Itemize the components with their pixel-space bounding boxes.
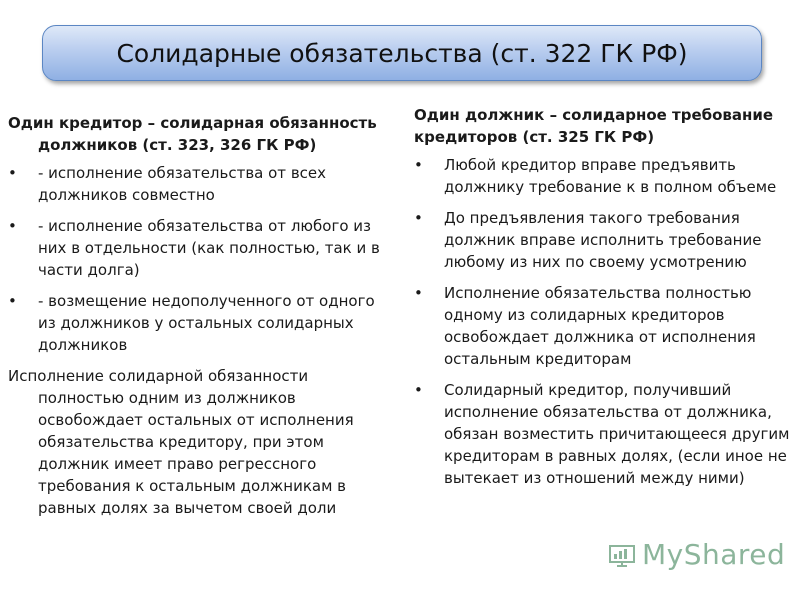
bullet-icon: • [414,209,423,227]
list-item-text: Солидарный кредитор, получивший исполнение обязательства от должника, обязан возместить причитающееся другим кредиторам в равных долях, (если иное не вытекает из отношений между ними) [444,381,790,487]
right-column [414,104,796,498]
list-item-text: До предъявления такого требования должник вправе исполнить требование любому из них по своему усмотрению [444,209,762,271]
list-item [8,215,386,281]
list-item [8,290,386,356]
bullet-icon: • [414,156,423,174]
page-title: Солидарные обязательства (ст. 322 ГК РФ) [116,38,688,68]
bullet-icon: • [414,381,423,399]
list-item [414,282,796,370]
list-item [414,379,796,489]
bullet-icon: • [414,284,423,302]
watermark-text: MyShared [642,537,786,571]
list-item [8,162,386,206]
left-column [8,112,386,519]
list-item [414,207,796,273]
list-item-text: - исполнение обязательства от любого из них в отдельности (как полностью, так и в части долга) [38,217,380,279]
right-bullet-list [414,154,796,489]
title-banner [42,25,762,81]
list-item-text: - возмещение недополученного от одного из должников у остальных солидарных должников [38,292,375,354]
watermark [608,534,785,574]
list-item [414,154,796,198]
list-item-text: - исполнение обязательства от всех должников совместно [38,164,327,204]
left-heading: Один кредитор – солидарная обязанность должников (ст. 323, 326 ГК РФ) [8,114,377,154]
slide-share-icon [608,540,636,568]
list-item-text: Исполнение обязательства полностью одному из солидарных кредиторов освобождает должника от исполнения остальным кредиторам [444,284,756,368]
left-paragraph: Исполнение солидарной обязанности полностью одним из должников освобождает остальных от исполнения обязательства кредитору, при этом должник имеет право регрессного требования к остальным должникам в равных долях за вычетом своей доли [8,367,354,517]
bullet-icon: • [8,292,17,310]
right-heading: Один должник – солидарное требование кредиторов (ст. 325 ГК РФ) [414,106,774,146]
bullet-icon: • [8,217,17,235]
left-bullet-list [8,162,386,356]
bullet-icon: • [8,164,17,182]
list-item-text: Любой кредитор вправе предъявить должнику требование к в полном объеме [444,156,777,196]
